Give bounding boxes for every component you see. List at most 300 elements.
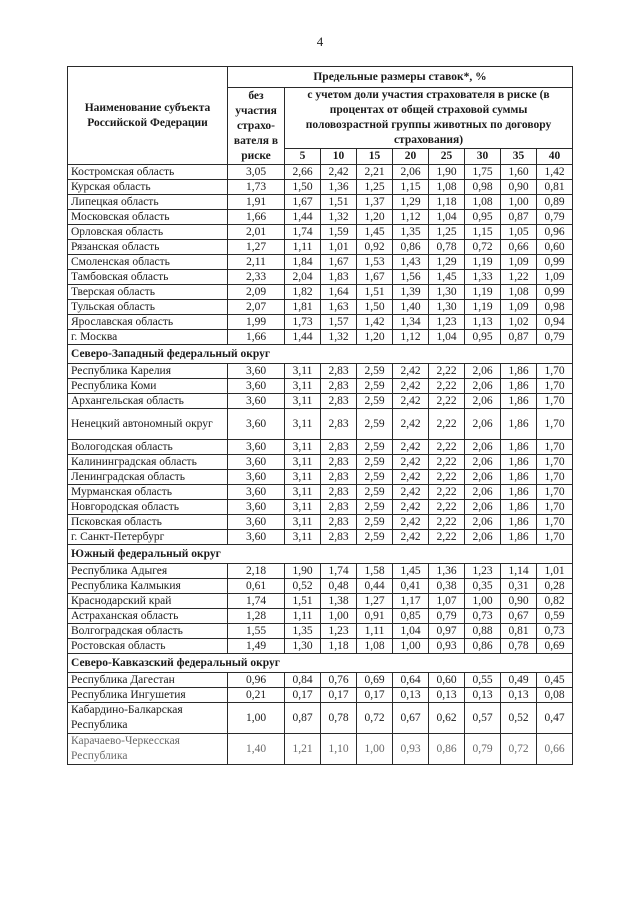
share-rate-cell: 2,83 [321,485,357,500]
table-row [68,379,573,394]
rate-limits-group-header: Предельные размеры ставок*, % [228,67,573,88]
share-rate-cell: 1,44 [285,330,321,345]
no-share-rate-cell: 3,60 [228,455,285,470]
region-name-cell: Краснодарский край [68,594,228,609]
share-rate-cell: 3,11 [285,409,321,440]
share-rate-cell: 0,66 [501,240,537,255]
share-rate-cell: 0,79 [429,609,465,624]
share-rate-cell: 2,83 [321,500,357,515]
region-name-cell: Тамбовская область [68,270,228,285]
share-rate-cell: 1,86 [501,485,537,500]
share-rate-cell: 1,74 [285,225,321,240]
share-rate-cell: 1,51 [285,594,321,609]
share-rate-cell: 1,11 [357,624,393,639]
no-share-rate-cell: 1,91 [228,195,285,210]
share-rate-cell: 2,59 [357,515,393,530]
share-rate-cell: 2,42 [393,530,429,545]
share-rate-cell: 0,78 [429,240,465,255]
share-rate-cell: 0,79 [465,734,501,765]
district-row [68,654,573,673]
share-rate-cell: 2,42 [393,364,429,379]
share-rate-cell: 0,45 [537,673,573,688]
share-rate-cell: 1,45 [393,564,429,579]
share-rate-cell: 1,43 [393,255,429,270]
no-share-rate-cell: 2,11 [228,255,285,270]
share-rate-cell: 0,66 [537,734,573,765]
region-name-cell: Курская область [68,180,228,195]
share-rate-cell: 2,06 [465,470,501,485]
share-rate-cell: 0,57 [465,703,501,734]
share-rate-cell: 1,11 [285,240,321,255]
share-rate-cell: 2,04 [285,270,321,285]
share-rate-cell: 1,86 [501,455,537,470]
table-row [68,579,573,594]
share-rate-cell: 1,02 [501,315,537,330]
share-rate-cell: 1,08 [465,195,501,210]
region-name-cell: Карачаево-Черкесская Республика [68,734,228,765]
region-name-cell: Костромская область [68,165,228,180]
share-rate-cell: 2,59 [357,470,393,485]
share-rate-cell: 0,13 [501,688,537,703]
no-share-rate-cell: 3,60 [228,530,285,545]
region-name-cell: Волгоградская область [68,624,228,639]
district-heading: Северо-Западный федеральный округ [68,345,573,364]
table-row [68,594,573,609]
share-rate-cell: 0,13 [429,688,465,703]
share-rate-cell: 2,66 [285,165,321,180]
share-rate-cell: 0,13 [465,688,501,703]
share-rate-cell: 1,39 [393,285,429,300]
share-rate-cell: 1,20 [357,210,393,225]
share-rate-cell: 1,42 [357,315,393,330]
share-rate-cell: 1,35 [393,225,429,240]
no-share-rate-cell: 3,60 [228,440,285,455]
share-rate-cell: 1,56 [393,270,429,285]
share-column-header: 30 [465,149,501,165]
share-rate-cell: 2,06 [465,485,501,500]
share-rate-cell: 1,75 [465,165,501,180]
table-row [68,330,573,345]
share-rate-cell: 0,17 [321,688,357,703]
share-rate-cell: 0,84 [285,673,321,688]
share-rate-cell: 2,21 [357,165,393,180]
share-rate-cell: 1,51 [321,195,357,210]
share-rate-cell: 1,19 [465,300,501,315]
share-rate-cell: 1,18 [321,639,357,654]
share-rate-cell: 2,59 [357,500,393,515]
share-rate-cell: 2,22 [429,470,465,485]
table-row [68,734,573,765]
share-rate-cell: 2,22 [429,379,465,394]
share-rate-cell: 0,86 [429,734,465,765]
no-share-rate-cell: 1,74 [228,594,285,609]
no-share-rate-cell: 3,60 [228,364,285,379]
share-rate-cell: 1,40 [393,300,429,315]
share-rate-cell: 1,19 [465,255,501,270]
no-share-rate-cell: 3,60 [228,409,285,440]
share-rate-cell: 1,53 [357,255,393,270]
share-rate-cell: 0,48 [321,579,357,594]
share-rate-cell: 2,22 [429,440,465,455]
region-name-cell: г. Санкт-Петербург [68,530,228,545]
share-rate-cell: 1,86 [501,394,537,409]
share-rate-cell: 1,38 [321,594,357,609]
share-rate-cell: 2,83 [321,440,357,455]
table-row [68,300,573,315]
share-rate-cell: 1,04 [393,624,429,639]
share-rate-cell: 2,22 [429,409,465,440]
share-rate-cell: 1,51 [357,285,393,300]
region-name-cell: Республика Адыгея [68,564,228,579]
region-name-header: Наименование субъекта Российской Федерации [68,67,228,165]
share-rate-cell: 2,42 [393,470,429,485]
share-rate-cell: 2,06 [465,394,501,409]
share-rate-cell: 2,42 [393,500,429,515]
share-rate-cell: 3,11 [285,500,321,515]
share-rate-cell: 0,99 [537,285,573,300]
table-row [68,500,573,515]
no-share-rate-cell: 1,73 [228,180,285,195]
share-rate-cell: 0,94 [537,315,573,330]
share-rate-cell: 1,01 [321,240,357,255]
table-row [68,315,573,330]
share-rate-cell: 2,59 [357,440,393,455]
table-row [68,530,573,545]
share-rate-cell: 1,50 [285,180,321,195]
share-rate-cell: 1,70 [537,440,573,455]
share-rate-cell: 0,96 [537,225,573,240]
table-row [68,624,573,639]
share-rate-cell: 0,90 [501,594,537,609]
region-name-cell: Республика Дагестан [68,673,228,688]
share-rate-cell: 1,20 [357,330,393,345]
no-share-rate-cell: 1,27 [228,240,285,255]
share-rate-cell: 2,06 [465,500,501,515]
share-rate-cell: 1,30 [429,285,465,300]
share-rate-cell: 2,42 [321,165,357,180]
share-rate-cell: 2,06 [465,409,501,440]
no-share-rate-cell: 0,61 [228,579,285,594]
table-row [68,285,573,300]
share-rate-cell: 2,59 [357,409,393,440]
share-rate-cell: 1,17 [393,594,429,609]
no-share-rate-cell: 3,60 [228,515,285,530]
table-row [68,364,573,379]
share-rate-cell: 2,06 [393,165,429,180]
table-row [68,195,573,210]
table-row [68,270,573,285]
share-rate-cell: 0,72 [465,240,501,255]
share-rate-cell: 0,35 [465,579,501,594]
region-name-cell: Ростовская область [68,639,228,654]
share-rate-cell: 0,55 [465,673,501,688]
share-rate-cell: 1,57 [321,315,357,330]
district-row [68,345,573,364]
share-rate-cell: 1,22 [501,270,537,285]
share-rate-cell: 1,86 [501,379,537,394]
region-name-cell: Новгородская область [68,500,228,515]
share-rate-cell: 0,47 [537,703,573,734]
share-rate-cell: 0,82 [537,594,573,609]
share-rate-cell: 1,70 [537,455,573,470]
share-rate-cell: 1,45 [429,270,465,285]
share-column-header: 20 [393,149,429,165]
share-rate-cell: 1,35 [285,624,321,639]
share-column-header: 40 [537,149,573,165]
share-rate-cell: 2,59 [357,530,393,545]
share-rate-cell: 2,06 [465,379,501,394]
share-rate-cell: 0,28 [537,579,573,594]
share-rate-cell: 1,86 [501,500,537,515]
region-name-cell: Смоленская область [68,255,228,270]
share-rate-cell: 1,23 [321,624,357,639]
share-rate-cell: 1,36 [429,564,465,579]
share-rate-cell: 2,22 [429,500,465,515]
share-rate-cell: 2,06 [465,455,501,470]
share-rate-cell: 1,27 [357,594,393,609]
share-rate-cell: 3,11 [285,485,321,500]
no-share-rate-cell: 3,60 [228,379,285,394]
share-rate-cell: 1,10 [321,734,357,765]
table-row [68,165,573,180]
share-rate-cell: 1,86 [501,515,537,530]
no-share-rate-cell: 3,60 [228,485,285,500]
share-rate-cell: 2,42 [393,409,429,440]
table-row [68,440,573,455]
share-rate-cell: 0,81 [537,180,573,195]
no-share-rate-cell: 1,99 [228,315,285,330]
share-rate-cell: 0,88 [465,624,501,639]
no-share-rate-cell: 0,96 [228,673,285,688]
share-rate-cell: 1,50 [357,300,393,315]
share-rate-cell: 1,36 [321,180,357,195]
share-rate-cell: 1,04 [429,330,465,345]
share-rate-cell: 1,23 [465,564,501,579]
share-rate-cell: 0,98 [465,180,501,195]
share-rate-cell: 0,73 [537,624,573,639]
share-rate-cell: 1,15 [393,180,429,195]
table-row [68,210,573,225]
share-rate-cell: 0,17 [357,688,393,703]
region-name-cell: Астраханская область [68,609,228,624]
district-heading: Северо-Кавказский федеральный округ [68,654,573,673]
share-rate-cell: 1,11 [285,609,321,624]
page-number: 4 [316,34,324,49]
share-rate-cell: 0,79 [537,330,573,345]
share-rate-cell: 2,22 [429,364,465,379]
share-rate-cell: 1,21 [285,734,321,765]
share-rate-cell: 1,67 [285,195,321,210]
share-rate-cell: 3,11 [285,515,321,530]
share-rate-cell: 0,60 [429,673,465,688]
share-rate-cell: 3,11 [285,455,321,470]
share-rate-cell: 2,59 [357,455,393,470]
share-rate-cell: 0,64 [393,673,429,688]
table-row [68,394,573,409]
share-rate-cell: 1,45 [357,225,393,240]
share-rate-cell: 0,87 [501,330,537,345]
no-share-rate-cell: 1,49 [228,639,285,654]
share-rate-cell: 1,84 [285,255,321,270]
region-name-cell: Московская область [68,210,228,225]
share-rate-cell: 1,70 [537,530,573,545]
table-row [68,485,573,500]
district-heading: Южный федеральный округ [68,545,573,564]
no-share-header: без участия страхо-вателя в риске [228,88,285,165]
no-share-rate-cell: 2,09 [228,285,285,300]
share-column-header: 5 [285,149,321,165]
share-rate-cell: 1,09 [501,255,537,270]
share-column-header: 15 [357,149,393,165]
share-rate-cell: 1,01 [537,564,573,579]
share-rate-cell: 1,29 [393,195,429,210]
region-name-cell: Орловская область [68,225,228,240]
share-rate-cell: 0,72 [357,703,393,734]
share-rate-cell: 0,87 [501,210,537,225]
share-rate-cell: 2,83 [321,409,357,440]
share-rate-cell: 1,90 [429,165,465,180]
share-rate-cell: 0,52 [285,579,321,594]
share-rate-cell: 1,70 [537,364,573,379]
share-rate-cell: 0,49 [501,673,537,688]
share-rate-cell: 1,63 [321,300,357,315]
share-rate-cell: 1,15 [465,225,501,240]
share-rate-cell: 2,42 [393,394,429,409]
share-rate-cell: 2,06 [465,530,501,545]
share-rate-cell: 1,09 [501,300,537,315]
share-rate-cell: 0,52 [501,703,537,734]
share-column-header: 25 [429,149,465,165]
share-rate-cell: 1,08 [501,285,537,300]
share-rate-cell: 1,70 [537,515,573,530]
share-rate-cell: 0,95 [465,330,501,345]
share-rate-cell: 1,32 [321,210,357,225]
table-row [68,225,573,240]
region-name-cell: Ярославская область [68,315,228,330]
share-rate-cell: 1,67 [321,255,357,270]
share-rate-cell: 0,17 [285,688,321,703]
share-rate-cell: 2,59 [357,394,393,409]
share-rate-cell: 0,67 [501,609,537,624]
no-share-rate-cell: 3,60 [228,500,285,515]
share-rate-cell: 0,69 [357,673,393,688]
share-rate-cell: 2,83 [321,394,357,409]
share-rate-cell: 3,11 [285,470,321,485]
share-rate-cell: 1,90 [285,564,321,579]
no-share-rate-cell: 1,66 [228,330,285,345]
share-rate-cell: 2,42 [393,455,429,470]
share-rate-cell: 2,59 [357,379,393,394]
region-name-cell: Ненецкий автономный округ [68,409,228,440]
table-row [68,673,573,688]
region-name-cell: Рязанская область [68,240,228,255]
share-rate-cell: 3,11 [285,394,321,409]
share-rate-cell: 0,78 [501,639,537,654]
no-share-rate-cell: 3,60 [228,470,285,485]
no-share-rate-cell: 2,18 [228,564,285,579]
share-rate-cell: 1,33 [465,270,501,285]
share-rate-cell: 0,62 [429,703,465,734]
table-row [68,688,573,703]
region-name-cell: Архангельская область [68,394,228,409]
no-share-rate-cell: 1,55 [228,624,285,639]
share-rate-cell: 2,06 [465,364,501,379]
share-rate-cell: 1,86 [501,440,537,455]
share-rate-cell: 1,70 [537,409,573,440]
share-rate-cell: 0,73 [465,609,501,624]
share-rate-cell: 0,95 [465,210,501,225]
share-rate-cell: 1,70 [537,500,573,515]
share-rate-cell: 0,85 [393,609,429,624]
share-rate-cell: 1,12 [393,330,429,345]
share-header: с учетом доли участия страхователя в риске (в процентах от общей страховой суммы половозрастной группы животных по договору страхования) [285,88,573,149]
rate-limits-table [67,66,573,765]
share-rate-cell: 0,67 [393,703,429,734]
table-row [68,639,573,654]
share-rate-cell: 2,83 [321,379,357,394]
share-rate-cell: 2,59 [357,485,393,500]
share-rate-cell: 2,22 [429,485,465,500]
share-column-header: 35 [501,149,537,165]
share-rate-cell: 1,70 [537,470,573,485]
share-rate-cell: 2,83 [321,530,357,545]
table-row [68,180,573,195]
share-rate-cell: 0,89 [537,195,573,210]
district-row [68,545,573,564]
region-name-cell: Мурманская область [68,485,228,500]
share-rate-cell: 0,93 [429,639,465,654]
share-rate-cell: 0,69 [537,639,573,654]
share-rate-cell: 1,74 [321,564,357,579]
region-name-cell: Республика Карелия [68,364,228,379]
no-share-rate-cell: 1,28 [228,609,285,624]
share-rate-cell: 1,73 [285,315,321,330]
share-rate-cell: 1,64 [321,285,357,300]
share-rate-cell: 1,83 [321,270,357,285]
share-rate-cell: 0,59 [537,609,573,624]
share-rate-cell: 0,13 [393,688,429,703]
share-rate-cell: 2,22 [429,515,465,530]
table-row [68,409,573,440]
share-rate-cell: 2,06 [465,515,501,530]
share-rate-cell: 0,72 [501,734,537,765]
share-rate-cell: 1,09 [537,270,573,285]
share-rate-cell: 1,00 [465,594,501,609]
region-name-cell: Липецкая область [68,195,228,210]
region-name-cell: Калининградская область [68,455,228,470]
share-rate-cell: 1,81 [285,300,321,315]
share-rate-cell: 0,31 [501,579,537,594]
no-share-rate-cell: 1,66 [228,210,285,225]
table-body [68,165,573,765]
share-rate-cell: 0,93 [393,734,429,765]
share-rate-cell: 0,98 [537,300,573,315]
share-rate-cell: 2,42 [393,440,429,455]
share-rate-cell: 0,86 [465,639,501,654]
no-share-rate-cell: 2,07 [228,300,285,315]
share-rate-cell: 2,42 [393,379,429,394]
share-rate-cell: 2,83 [321,515,357,530]
share-rate-cell: 2,83 [321,455,357,470]
share-rate-cell: 0,99 [537,255,573,270]
region-name-cell: Псковская область [68,515,228,530]
region-name-cell: Республика Ингушетия [68,688,228,703]
share-rate-cell: 2,59 [357,364,393,379]
share-rate-cell: 1,86 [501,530,537,545]
share-rate-cell: 1,08 [429,180,465,195]
share-rate-cell: 1,12 [393,210,429,225]
no-share-rate-cell: 1,00 [228,703,285,734]
